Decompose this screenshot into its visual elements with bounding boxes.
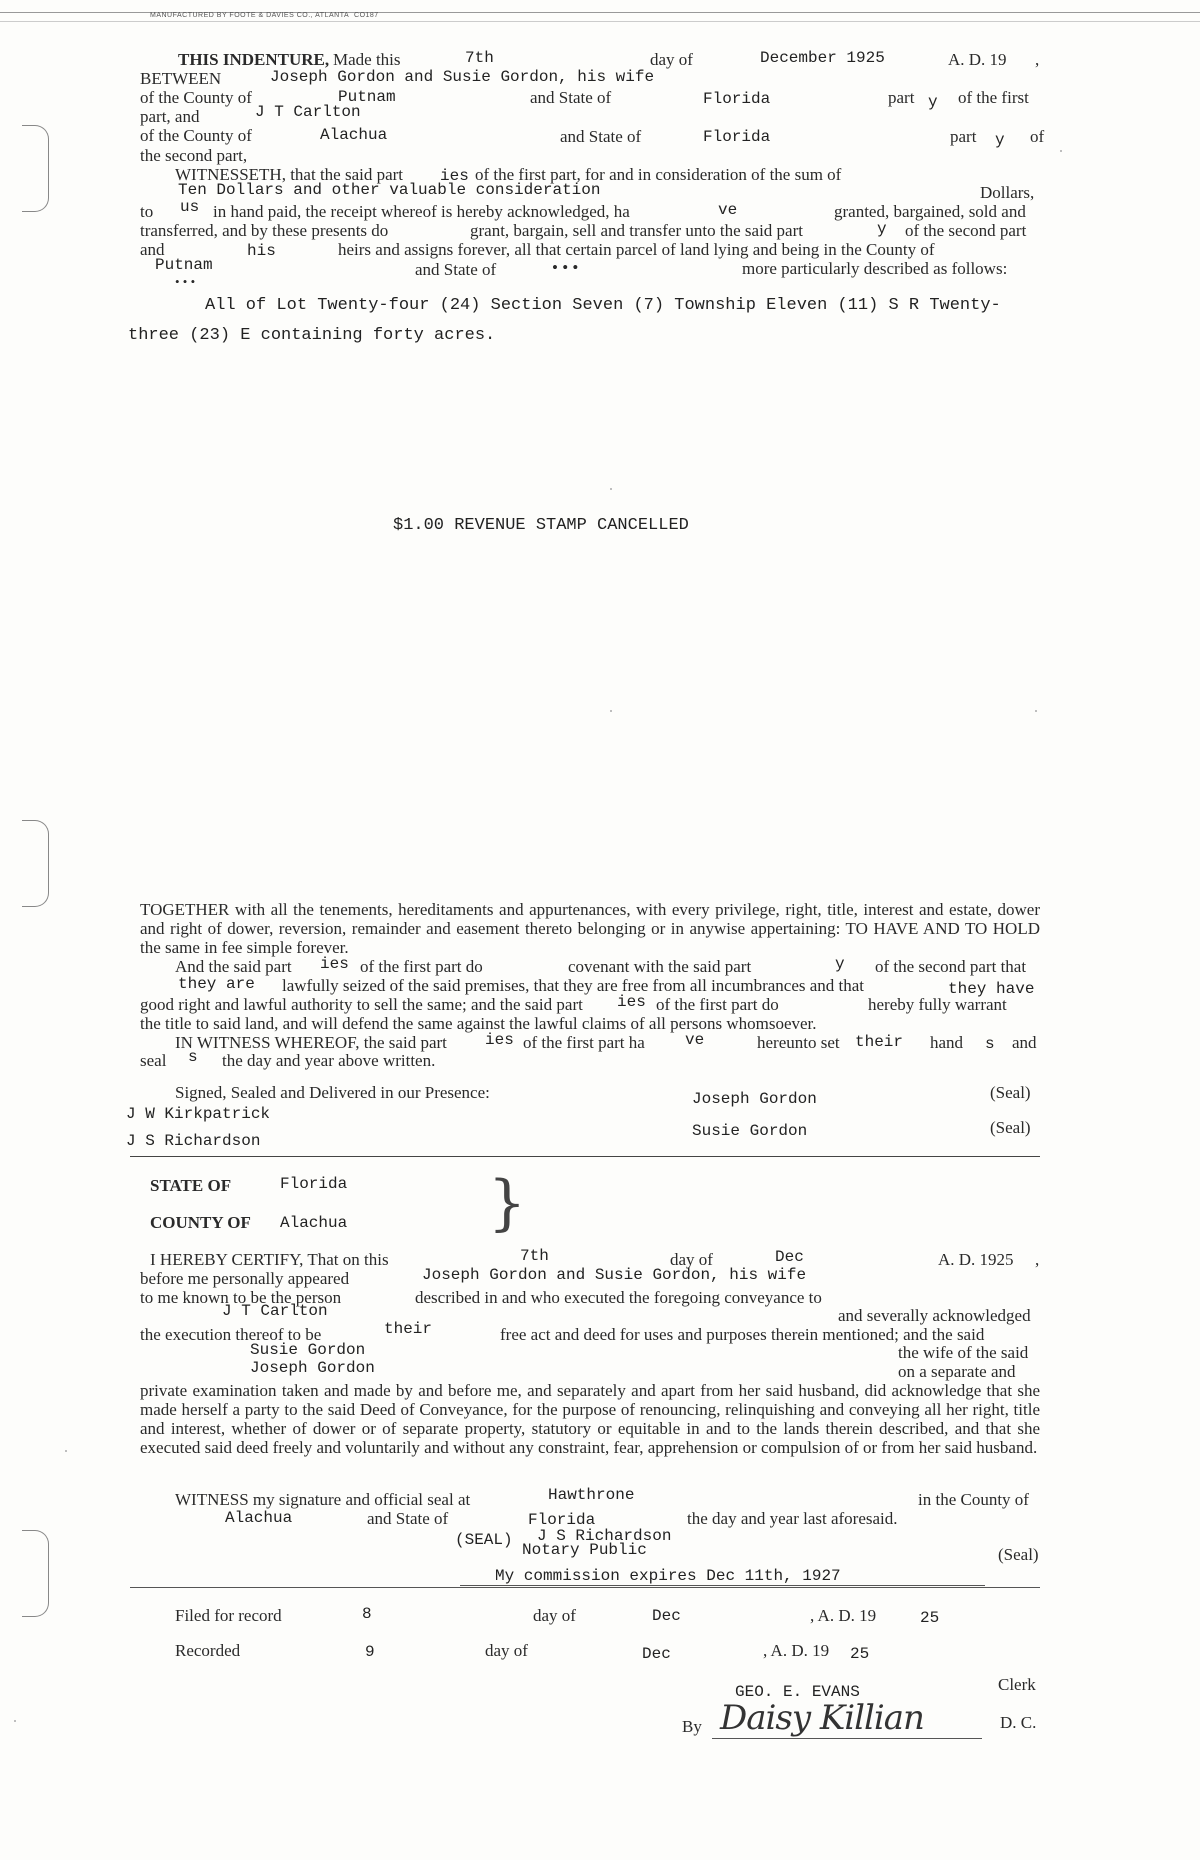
and-state-text: and State of — [367, 1509, 449, 1528]
land-state-label: and State of — [415, 260, 497, 279]
continuation-dots: • • • — [175, 274, 196, 289]
first-party-county: Putnam — [338, 88, 396, 106]
of-label: of — [1030, 127, 1045, 146]
part-label-2: part — [950, 127, 977, 146]
separate-text: on a separate and — [898, 1362, 1016, 1381]
recorded-day-of: day of — [485, 1641, 528, 1660]
ack-place: Hawthrone — [548, 1486, 635, 1504]
between-label: BETWEEN — [140, 69, 222, 88]
their-hand: their — [855, 1033, 904, 1051]
last-aforesaid-text: the day and year last aforesaid. — [687, 1509, 898, 1528]
receipt-text: in hand paid, the receipt whereof is hereby acknowledged, ha — [213, 202, 630, 221]
heirs-his: his — [247, 242, 276, 260]
and-label-2: and — [1012, 1033, 1037, 1052]
part-suffix: y — [928, 93, 938, 111]
ack-state: Florida — [280, 1175, 348, 1193]
section-divider — [130, 1156, 1040, 1157]
filed-day: 8 — [362, 1605, 372, 1623]
seized-text: lawfully seized of the said premises, that they are free from all incumbrances and that — [282, 976, 865, 995]
ack-their: their — [384, 1320, 433, 1338]
ack-persons: Joseph Gordon and Susie Gordon, his wife — [422, 1266, 807, 1284]
defend-text: the title to said land, and will defend the same against the lawful claims of all persons whomsoever. — [140, 1014, 817, 1033]
notary-name: J S Richardson — [537, 1527, 672, 1545]
land-county: Putnam — [155, 256, 213, 274]
binder-hole-icon — [22, 125, 49, 212]
recorded-day: 9 — [365, 1643, 375, 1661]
wife-of-text: the wife of the said — [898, 1343, 1029, 1362]
witnesseth-ies: ies — [440, 167, 469, 185]
binder-hole-icon — [22, 1530, 49, 1617]
notary-seal-label: (Seal) — [998, 1545, 1039, 1564]
revenue-stamp-note: $1.00 REVENUE STAMP CANCELLED — [393, 516, 689, 535]
witness-2-name: J S Richardson — [126, 1132, 261, 1150]
filed-month: Dec — [652, 1607, 681, 1625]
witnesseth-consideration-text: of the first part, for and in consideration of the sum of — [475, 165, 842, 184]
in-witness-first-part: of the first part ha — [523, 1033, 645, 1052]
ack-ad: A. D. 1925 — [938, 1250, 1014, 1269]
second-part-label: the second part, — [140, 146, 248, 165]
signer-1-name: Joseph Gordon — [692, 1090, 817, 1108]
filed-ad: , A. D. 19 — [810, 1606, 877, 1625]
covenant-y: y — [835, 955, 845, 973]
they-are: they are — [178, 975, 255, 993]
in-county-text: in the County of — [918, 1490, 1029, 1509]
clerk-name: GEO. E. EVANS — [735, 1683, 860, 1701]
have-suffix: ve — [718, 201, 738, 219]
commission-expiry: My commission expires Dec 11th, 1927 — [495, 1567, 841, 1585]
commission-line — [460, 1585, 985, 1586]
heirs-text: heirs and assigns forever, all that certain parcel of land lying and being in the County of — [338, 240, 935, 259]
covenant-ies: ies — [320, 955, 349, 973]
severally-text: and severally acknowledged — [838, 1306, 1031, 1325]
covenant-first-part: of the first part do — [360, 957, 483, 976]
in-witness-ies: ies — [485, 1031, 514, 1049]
ack-state-2: Florida — [528, 1511, 596, 1529]
binder-hole-icon — [22, 820, 49, 907]
seal-mark: (SEAL) — [455, 1531, 513, 1549]
indenture-month-year: December 1925 — [760, 49, 885, 67]
covenant-with-label: covenant with the said part — [568, 957, 752, 976]
private-examination-clause: private examination taken and made by and before me, and separately and apart from her said husband, did acknowledge that she made herself a party to the said Deed of Conveyance, for the purpose of renouncing, relinquishing and conveying all her right, title and interest, whether of dower or of separate property, statutory or equitable in and to the lands therein described, and that she executed said deed freely and voluntarily and without any constraint, fear, apprehension or compulsion of or from her said husband. — [140, 1381, 1040, 1457]
deputy-signature-line — [712, 1738, 982, 1739]
witnesseth-label: WITNESSETH, that the said part — [175, 165, 404, 184]
grant-text: grant, bargain, sell and transfer unto the said part — [470, 221, 803, 240]
second-party-name: J T Carlton — [255, 103, 361, 121]
second-party-state: Florida — [703, 128, 771, 146]
witness-1-name: J W Kirkpatrick — [126, 1105, 271, 1123]
ad-comma: , — [1035, 50, 1040, 69]
manufacturer-imprint: MANUFACTURED BY FOOTE & DAVIES CO., ATLANTA CO187 — [150, 12, 379, 19]
ack-grantee: J T Carlton — [222, 1302, 328, 1320]
state-of-label: STATE OF — [150, 1176, 232, 1195]
ad-label: A. D. 19 — [948, 50, 1007, 69]
description-intro: more particularly described as follows: — [742, 259, 1008, 278]
dc-label: D. C. — [1000, 1713, 1037, 1732]
ack-month: Dec — [775, 1248, 804, 1266]
execution-text: the execution thereof to be — [140, 1325, 322, 1344]
covenant-and-label: And the said part — [175, 957, 292, 976]
ack-day-of: day of — [670, 1250, 713, 1269]
scan-speck — [610, 710, 612, 712]
part-and-label: part, and — [140, 107, 200, 126]
seal-2: (Seal) — [990, 1118, 1031, 1137]
of-the-first-label: of the first — [958, 88, 1029, 107]
county-of-label: of the County of — [140, 88, 252, 107]
first-party-names: Joseph Gordon and Susie Gordon, his wife — [270, 68, 655, 86]
recorded-year: 25 — [850, 1645, 870, 1663]
scan-speck — [65, 1450, 67, 1452]
consideration-amount: Ten Dollars and other valuable consideration — [178, 181, 601, 199]
ack-county-2: Alachua — [225, 1509, 293, 1527]
legal-description-line-1: All of Lot Twenty-four (24) Section Seven (7) Township Eleven (11) S R Twenty- — [205, 296, 1001, 315]
granted-text: granted, bargained, sold and — [834, 202, 1026, 221]
to-label: to — [140, 202, 154, 221]
clerk-label: Clerk — [998, 1675, 1036, 1694]
section-divider-2 — [130, 1587, 1040, 1588]
ack-husband: Joseph Gordon — [250, 1359, 375, 1377]
land-state: • • • — [552, 258, 579, 277]
they-have: they have — [948, 980, 1035, 998]
scan-speck — [610, 488, 612, 490]
part-suffix-2: y — [995, 131, 1005, 149]
transferred-text: transferred, and by these presents do — [140, 221, 389, 240]
witness-sig-text: WITNESS my signature and official seal at — [175, 1490, 471, 1509]
hand-label: hand — [930, 1033, 964, 1052]
county-of-label-ack: COUNTY OF — [150, 1213, 251, 1232]
signer-2-name: Susie Gordon — [692, 1122, 808, 1140]
and-state-of-label-2: and State of — [560, 127, 642, 146]
ack-day: 7th — [520, 1247, 549, 1265]
deputy-signature: Daisy Killian — [720, 1698, 924, 1738]
indenture-day: 7th — [465, 49, 494, 67]
ack-wife: Susie Gordon — [250, 1341, 366, 1359]
indenture-title: THIS INDENTURE, — [178, 50, 330, 69]
and-state-of-label: and State of — [530, 88, 612, 107]
signed-sealed-label: Signed, Sealed and Delivered in our Presence: — [175, 1083, 490, 1102]
brace-icon: } — [488, 1168, 527, 1238]
together-clause: TOGETHER with all the tenements, hereditaments and appurtenances, with every privilege, right, title, interest and estate, dower and right of dower, reversion, remainder and easement thereto belonging or in anywise appertaining: TO HAVE AND TO HOLD the same in fee simple forever. — [140, 900, 1040, 957]
and-label: and — [140, 240, 165, 259]
second-party-county: Alachua — [320, 126, 388, 144]
warrant-text: hereby fully warrant — [868, 995, 1007, 1014]
known-text: to me known to be the person — [140, 1288, 342, 1307]
legal-description-line-2: three (23) E containing forty acres. — [128, 326, 496, 345]
recorded-month: Dec — [642, 1645, 671, 1663]
hands-s: s — [985, 1035, 995, 1053]
ack-comma: , — [1035, 1250, 1040, 1269]
warrant-ies: ies — [617, 993, 646, 1011]
second-part-text: of the second part — [905, 221, 1027, 240]
scan-speck — [1060, 150, 1062, 152]
before-me-text: before me personally appeared — [140, 1269, 350, 1288]
good-right-text: good right and lawful authority to sell the same; and the said part — [140, 995, 583, 1014]
seal-label: seal — [140, 1051, 167, 1070]
first-part-do: of the first part do — [656, 995, 779, 1014]
scan-speck — [1035, 710, 1037, 712]
free-act-text: free act and deed for uses and purposes therein mentioned; and the said — [500, 1325, 985, 1344]
seals-s: s — [188, 1048, 198, 1066]
day-of-label: day of — [650, 50, 693, 69]
county-of-label-2: of the County of — [140, 126, 252, 145]
recorded-label: Recorded — [175, 1641, 241, 1660]
hereunto-set-label: hereunto set — [757, 1033, 840, 1052]
recorded-ad: , A. D. 19 — [763, 1641, 830, 1660]
notary-title: Notary Public — [522, 1541, 647, 1559]
certify-text: I HEREBY CERTIFY, That on this — [150, 1250, 389, 1269]
covenant-second-part: of the second part that — [875, 957, 1027, 976]
part-label: part — [888, 88, 915, 107]
dollars-label: Dollars, — [980, 183, 1035, 202]
described-text: described in and who executed the foregoing conveyance to — [415, 1288, 822, 1307]
scan-speck — [14, 1720, 16, 1722]
seal-1: (Seal) — [990, 1083, 1031, 1102]
filed-for-record-label: Filed for record — [175, 1606, 282, 1625]
filed-day-of: day of — [533, 1606, 576, 1625]
by-label: By — [682, 1717, 702, 1736]
payee-us: us — [180, 198, 200, 216]
first-party-state: Florida — [703, 90, 771, 108]
grantee-suffix: y — [877, 220, 887, 238]
in-witness-ve: ve — [685, 1031, 705, 1049]
filed-year: 25 — [920, 1609, 940, 1627]
in-witness-label: IN WITNESS WHEREOF, the said part — [175, 1033, 447, 1052]
ack-county: Alachua — [280, 1214, 348, 1232]
made-this-label: Made this — [333, 50, 401, 69]
day-year-text: the day and year above written. — [222, 1051, 436, 1070]
